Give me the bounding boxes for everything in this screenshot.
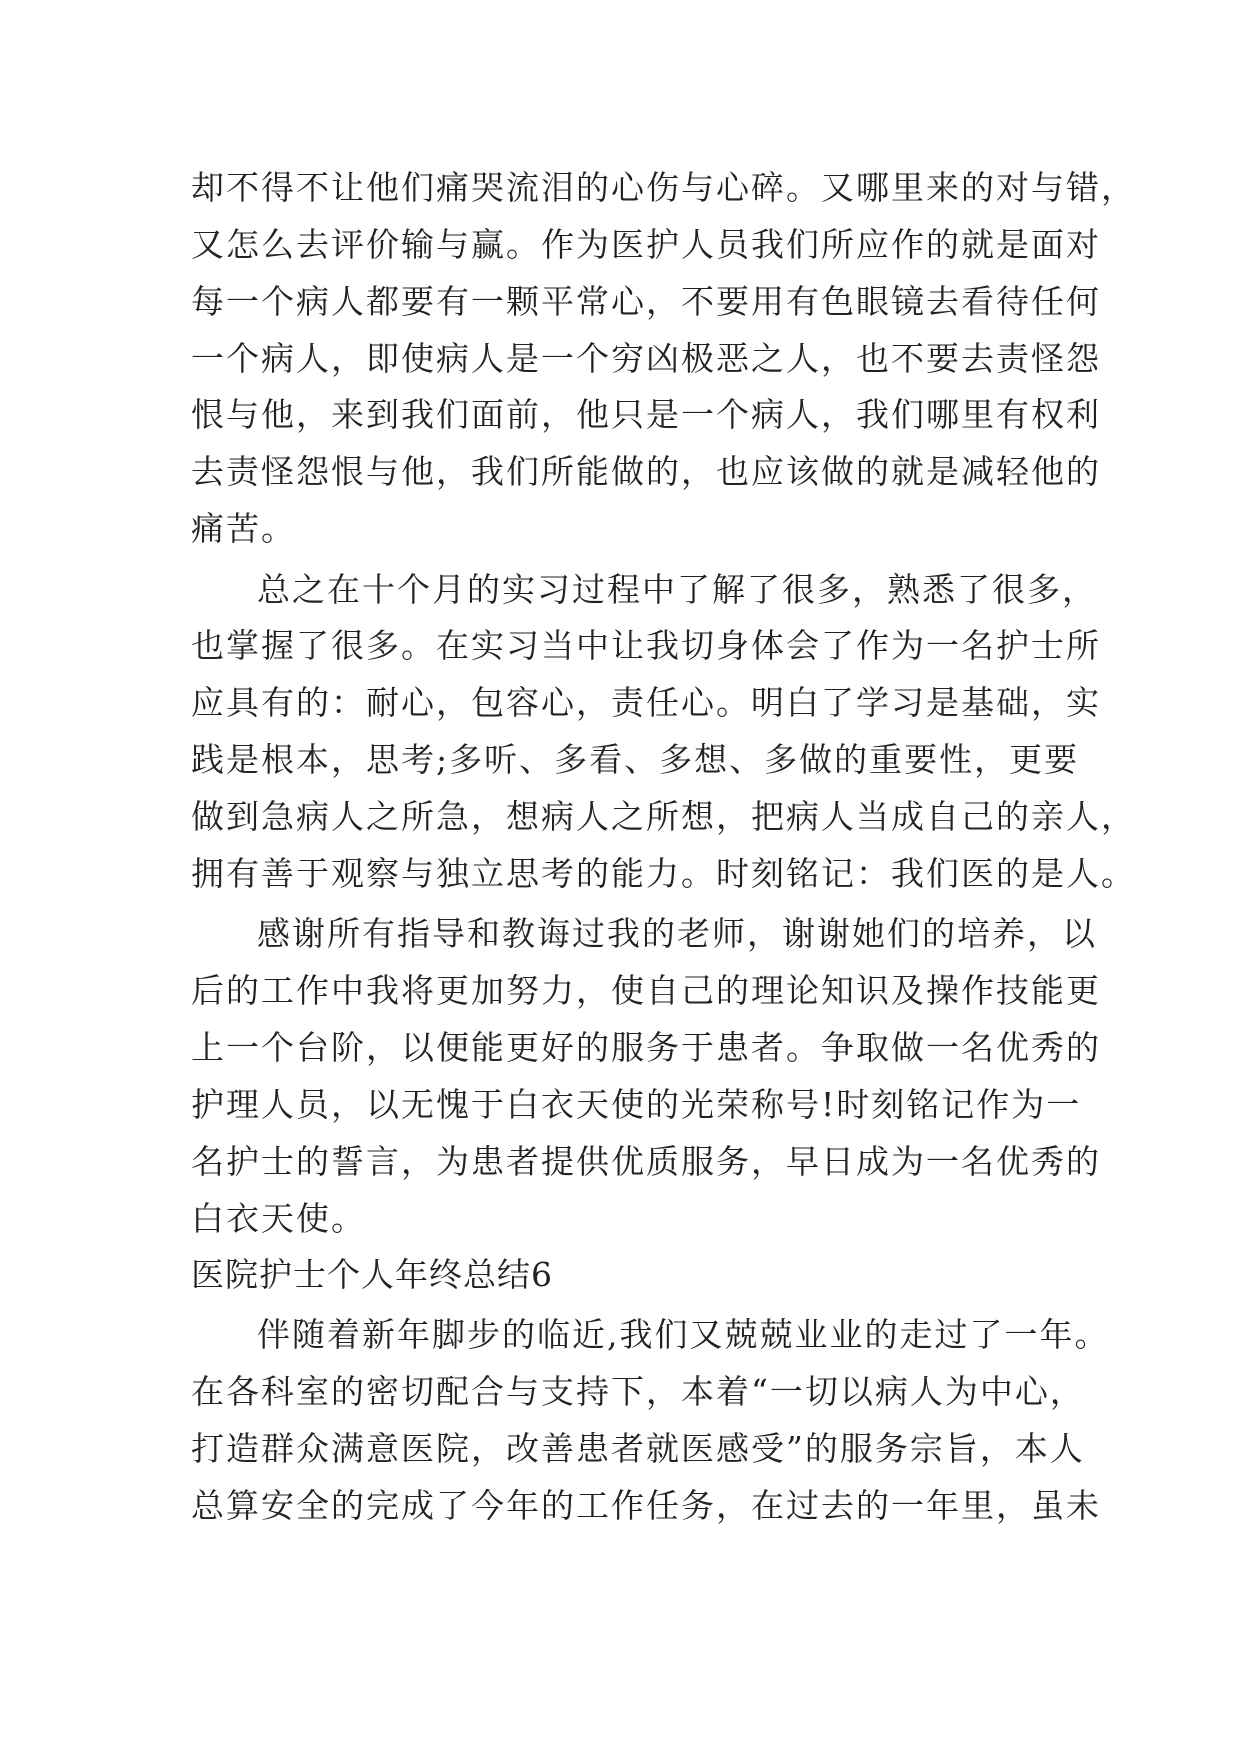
paragraph-first-line: 感谢所有指导和教诲过我的老师，谢谢她们的培养，以 <box>257 914 1097 953</box>
body-text-line: 名护士的誓言，为患者提供优质服务，早日成为一名优秀的 <box>191 1142 1101 1181</box>
body-text-line: 也掌握了很多。在实习当中让我切身体会了作为一名护士所 <box>191 626 1101 665</box>
body-text-line: 在各科室的密切配合与支持下，本着“一切以病人为中心， <box>191 1372 1085 1411</box>
body-text-line: 打造群众满意医院，改善患者就医感受”的服务宗旨，本人 <box>191 1429 1085 1468</box>
section-heading: 医院护士个人年终总结6 <box>191 1255 553 1294</box>
body-text-line: 护理人员，以无愧于白衣天使的光荣称号!时刻铭记作为一 <box>191 1085 1082 1124</box>
body-text-line: 一个病人，即使病人是一个穷凶极恶之人，也不要去责怪怨 <box>191 339 1101 378</box>
body-text-line: 恨与他，来到我们面前，他只是一个病人，我们哪里有权利 <box>191 395 1101 434</box>
body-text-line: 拥有善于观察与独立思考的能力。时刻铭记：我们医的是人。 <box>191 854 1136 893</box>
body-text-line: 做到急病人之所急，想病人之所想，把病人当成自己的亲人， <box>191 797 1136 836</box>
paragraph-first-line: 伴随着新年脚步的临近,我们又兢兢业业的走过了一年。 <box>257 1315 1110 1354</box>
body-text-line: 后的工作中我将更加努力，使自己的理论知识及操作技能更 <box>191 971 1101 1010</box>
paragraph-first-line: 总之在十个月的实习过程中了解了很多，熟悉了很多， <box>257 570 1097 609</box>
body-text-line: 每一个病人都要有一颗平常心，不要用有色眼镜去看待任何 <box>191 282 1101 321</box>
body-text-line: 应具有的：耐心，包容心，责任心。明白了学习是基础，实 <box>191 683 1101 722</box>
body-text-line: 上一个台阶，以便能更好的服务于患者。争取做一名优秀的 <box>191 1028 1101 1067</box>
body-text-line: 又怎么去评价输与赢。作为医护人员我们所应作的就是面对 <box>191 225 1101 264</box>
body-text-line: 践是根本，思考;多听、多看、多想、多做的重要性，更要 <box>191 740 1080 779</box>
body-text-line: 白衣天使。 <box>191 1199 366 1238</box>
body-text-line: 去责怪怨恨与他，我们所能做的，也应该做的就是减轻他的 <box>191 452 1101 491</box>
body-text-line: 痛苦。 <box>191 509 296 548</box>
body-text-line: 却不得不让他们痛哭流泪的心伤与心碎。又哪里来的对与错， <box>191 168 1136 207</box>
body-text-line: 总算安全的完成了今年的工作任务，在过去的一年里，虽未 <box>191 1486 1101 1525</box>
